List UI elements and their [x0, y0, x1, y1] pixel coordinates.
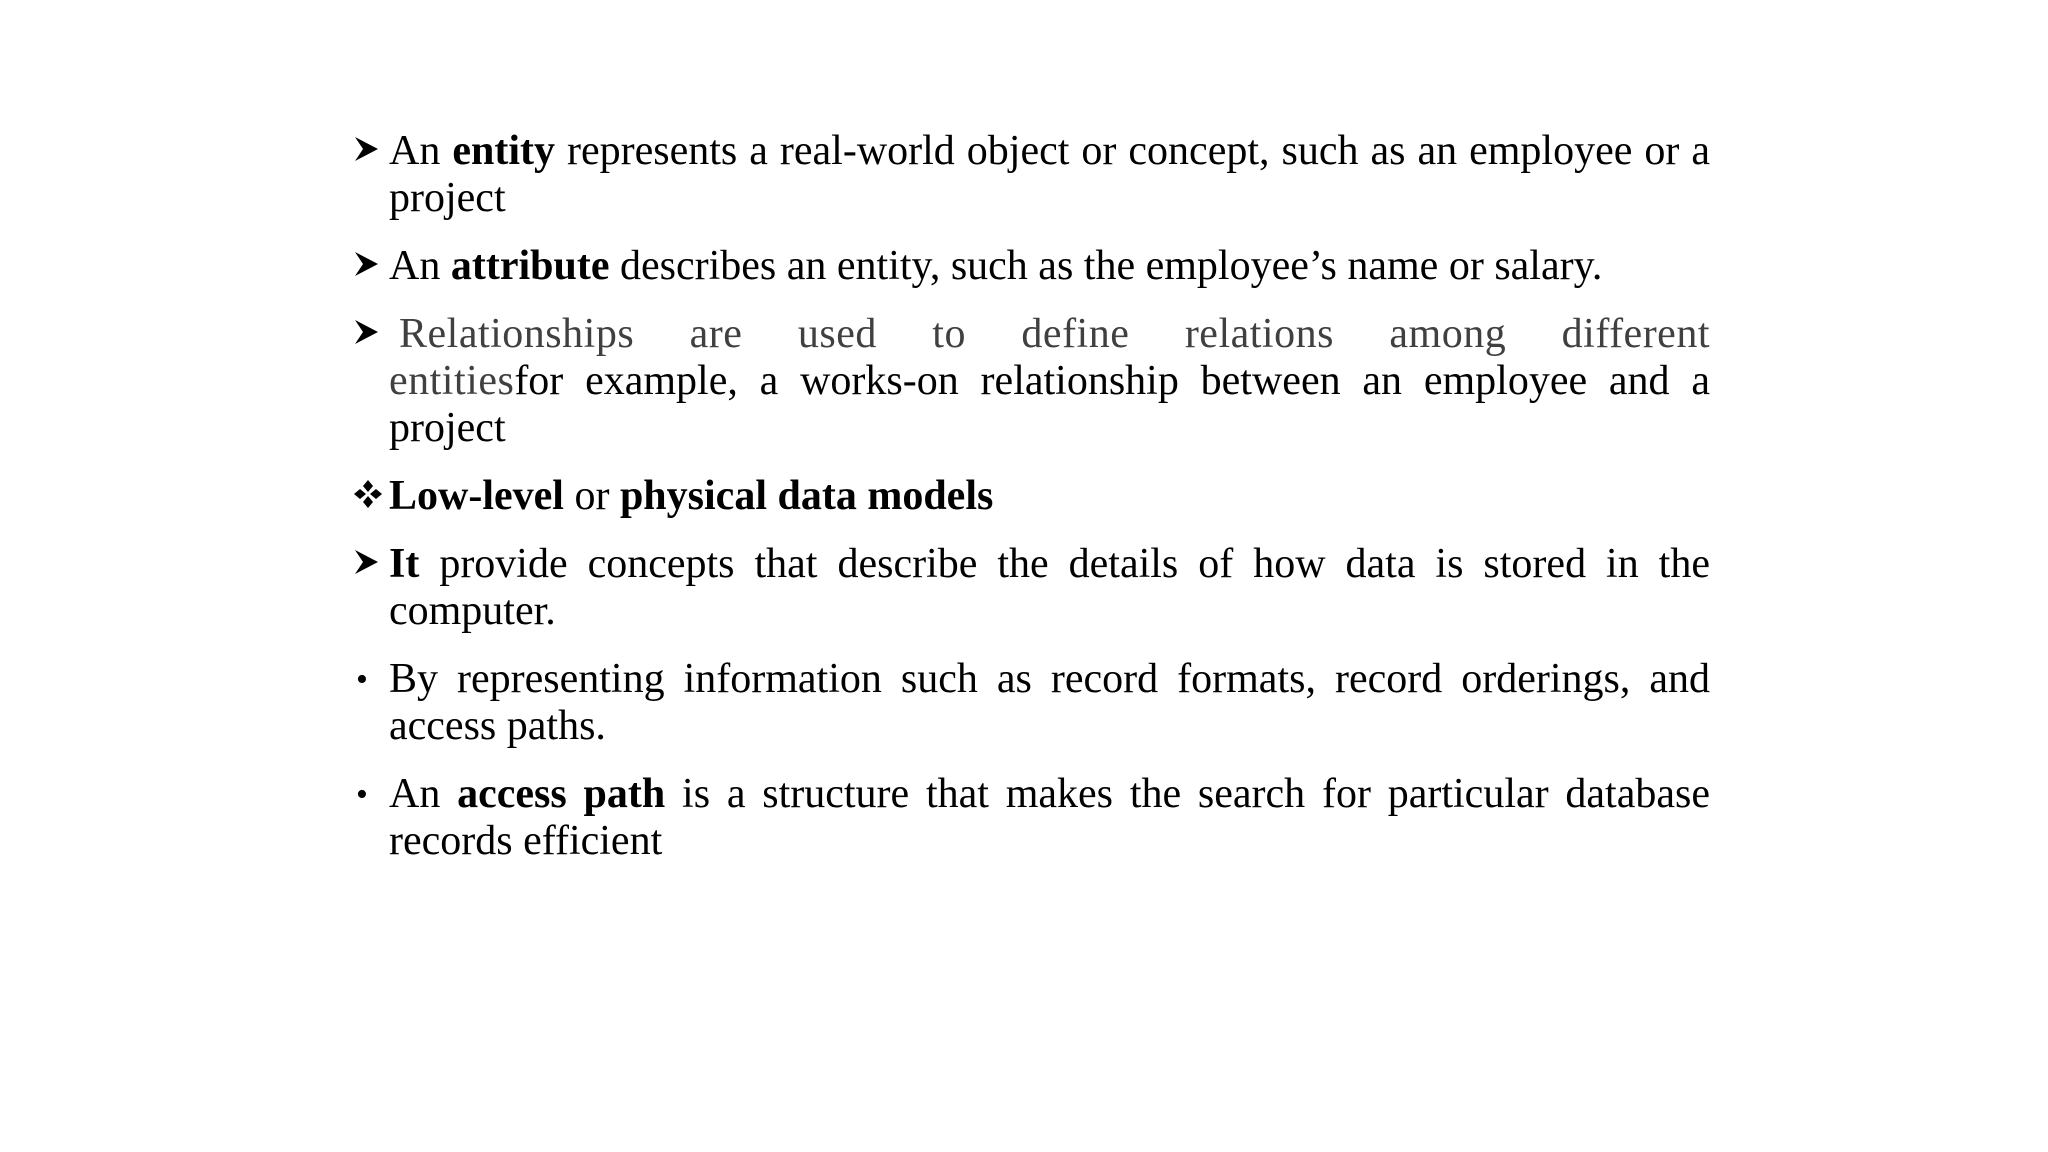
- bullet-text: An attribute describes an entity, such as the employee’s name or salary.: [389, 243, 1603, 289]
- heading-text: Low-level or physical data models: [389, 473, 994, 519]
- bullet-text: It provide concepts that describe the details of how data is stored in the computer.: [389, 541, 1710, 634]
- arrow-bullet-icon: [353, 541, 387, 575]
- term-access-path: access path: [457, 771, 666, 817]
- dot-bullet: •: [356, 776, 368, 813]
- bullet-text: An access path is a structure that makes the search for particular database records efficient: [389, 771, 1710, 864]
- bullet-entity: [353, 128, 1710, 222]
- bullet-record-formats: [353, 656, 1710, 750]
- arrow-bullet-icon: [353, 243, 387, 277]
- bullet-access-path: [353, 771, 1710, 865]
- bullet-attribute: [353, 243, 1710, 290]
- term-it: It: [389, 541, 420, 587]
- term-low-level: Low-level: [389, 473, 564, 519]
- arrow-bullet-icon: [353, 311, 387, 345]
- heading-physical-data-models: [353, 473, 1710, 520]
- bullet-text: An entity represents a real-world object or concept, such as an employee or a project: [389, 128, 1711, 221]
- dot-bullet: •: [356, 661, 368, 698]
- term-entity: entity: [452, 128, 555, 174]
- arrow-bullet-icon: [353, 128, 387, 162]
- term-physical-data-models: physical data models: [619, 473, 994, 519]
- diamond-bullet-icon: [353, 473, 387, 509]
- relationships-definition: Relationships are used to define relations among different entities: [389, 311, 1710, 404]
- slide-content: [353, 128, 1710, 886]
- bullet-text: By representing information such as record formats, record orderings, and access paths.: [389, 656, 1710, 749]
- term-attribute: attribute: [450, 243, 610, 289]
- bullet-text: Relationships are used to define relations among different entitiesfor example, a works-on relationship between an employee and a project: [389, 311, 1710, 451]
- bullet-relationships: [353, 311, 1710, 452]
- bullet-it-provides: [353, 541, 1710, 635]
